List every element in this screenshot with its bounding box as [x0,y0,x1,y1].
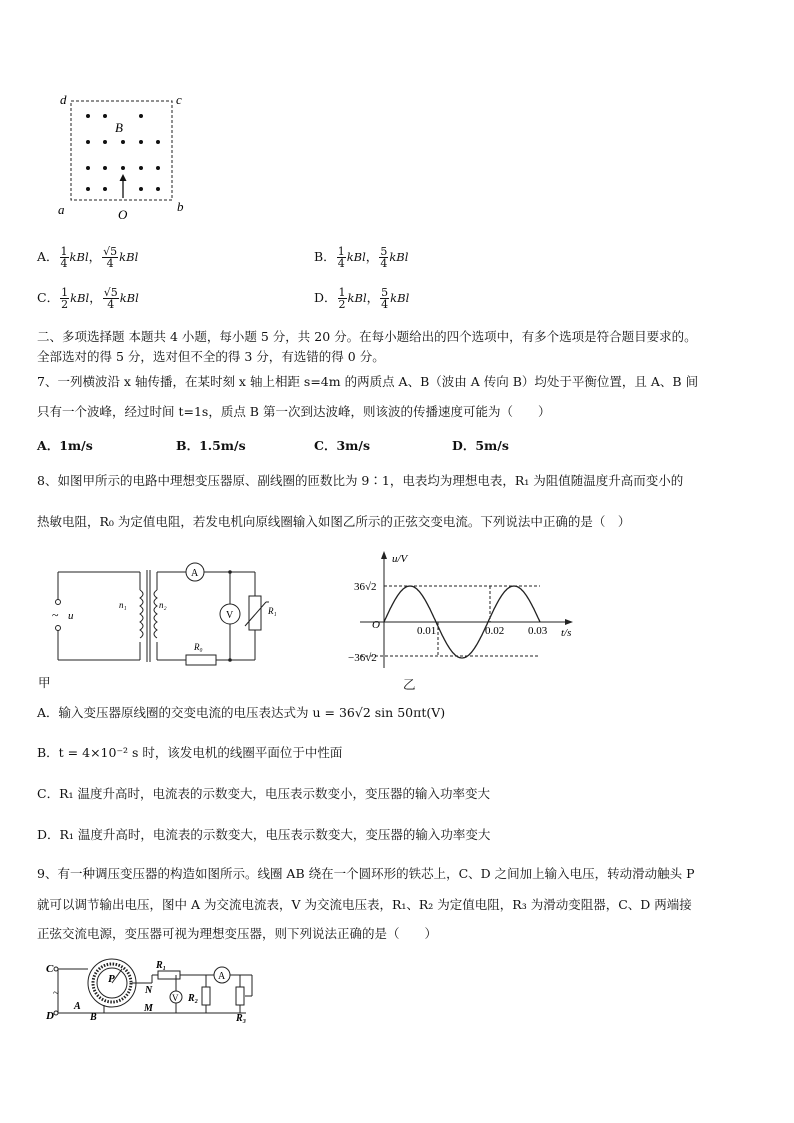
label-C: C [46,963,54,975]
field-dot [103,166,107,170]
section2-line2: 全部选对的得 5 分，选对但不全的得 3 分，有选错的得 0 分。 [37,349,385,364]
field-dot [139,114,143,118]
corner-a: a [58,202,65,217]
field-dot [86,140,90,144]
fig-jia-caption: 甲 [38,675,51,690]
label-R0: R₀ [194,642,203,652]
magnetic-field-figure [55,88,195,228]
label-R2: R₂ [188,993,199,1004]
q7-line2: 只有一个波峰，经过时间 t=1s，质点 B 第一次到达波峰，则该波的传播速度可能为（ ） [37,404,551,419]
tick-0.01: 0.01 [417,625,437,637]
svg-text:~: ~ [52,608,59,622]
q9-line3: 正弦交流电源，变压器可视为理想变压器，则下列说法正确的是（ ） [37,926,438,941]
corner-d: d [60,92,67,107]
q7-line1: 7、一列横波沿 x 轴传播，在某时刻 x 轴上相距 s=4m 的两质点 A、B（波由 A 传向 B）均处于平衡位置，且 A、B 间 [37,374,699,389]
corner-c: c [176,92,182,107]
variac-circuit-figure [44,955,264,1027]
corner-b: b [177,199,184,214]
q7-option-b: B．1.5m/s [176,438,246,453]
y-axis-label: u/V [392,553,408,565]
label-R3: R₃ [236,1013,247,1024]
q8-line1: 8、如图甲所示的电路中理想变压器原、副线圈的匝数比为 9∶1，电表均为理想电表，R₁ 为阻值随温度升高而变小的 [37,473,684,488]
svg-text:~: ~ [53,987,59,999]
origin-label: O [372,619,380,631]
q6-option-b: B． $\frac{1}{4}$ kBl， $\frac{5}{4}$ kBl [314,245,409,270]
origin-O: O [118,207,128,222]
label-n2: n₂ [159,600,167,610]
tick-0.03: 0.03 [528,625,548,637]
tick-0.02: 0.02 [485,625,505,637]
q7-option-a: A．1m/s [37,438,93,453]
field-dot [156,166,160,170]
x-axis-label: t/s [561,627,572,639]
field-dot [139,187,143,191]
field-dot [86,187,90,191]
ammeter-label-9: A [218,971,226,982]
field-dot [103,140,107,144]
label-M: M [144,1003,153,1014]
q8-line2: 热敏电阻，R₀ 为定值电阻，若发电机向原线圈输入如图乙所示的正弦交变电流。下列说法中正确的是（ ） [37,514,631,529]
q9-line1: 9、有一种调压变压器的构造如图所示。线圈 AB 绕在一个圆环形的铁芯上，C、D 之间加上输入电压，转动滑动触头 P [37,866,695,881]
label-A-coil: A [74,1001,81,1012]
q9-line2: 就可以调节输出电压，图中 A 为交流电流表，V 为交流电压表，R₁、R₂ 为定值电阻，R₃ 为滑动变阻器，C、D 两端接 [37,897,692,912]
field-dot [103,114,107,118]
label-R1: R₁ [156,960,167,971]
label-B-coil: B [90,1012,97,1023]
label-R1: R₁ [268,606,277,616]
y-pos-label: 36√2 [354,581,377,593]
section2-line1: 二、多项选择题 本题共 4 小题，每小题 5 分，共 20 分。在每小题给出的四个选项中，有多个选项是符合题目要求的。 [37,329,697,344]
field-dot [139,140,143,144]
field-dot [156,187,160,191]
voltmeter-label-9: V [172,993,179,1003]
field-dot [121,166,125,170]
q6-option-c: C． $\frac{1}{2}$ kBl， $\frac{√5}{4}$ kBl [37,286,139,311]
ammeter-label: A [191,568,199,579]
field-dot [86,166,90,170]
label-u: u [68,610,74,622]
field-dot [103,187,107,191]
q6-option-d: D． $\frac{1}{2}$ kBl， $\frac{5}{4}$ kBl [314,286,410,311]
voltage-time-graph [340,548,590,672]
transformer-circuit-figure [40,556,280,674]
q8-option-d: D．R₁ 温度升高时，电流表的示数变大，电压表示数变大，变压器的输入功率变大 [37,827,491,842]
q7-option-c: C．3m/s [314,438,370,453]
field-dot [86,114,90,118]
label-N: N [145,985,153,996]
q7-option-d: D．5m/s [452,438,509,453]
fig-yi-caption: 乙 [403,677,416,692]
label-D: D [46,1010,54,1022]
q8-option-a: A．输入变压器原线圈的交变电流的电压表达式为 u = 36√2 sin 50πt(V) [37,705,446,720]
y-neg-label: −36√2 [348,652,377,664]
field-dot [139,166,143,170]
field-label-B: B [115,120,123,135]
label-n1: n₁ [119,600,127,610]
label-P: P [108,973,115,985]
field-dot [156,140,160,144]
q8-option-b: B．t = 4×10⁻² s 时，该发电机的线圈平面位于中性面 [37,745,343,760]
field-dot [121,140,125,144]
voltmeter-label: V [226,610,234,621]
q8-option-c: C．R₁ 温度升高时，电流表的示数变大，电压表示数变小，变压器的输入功率变大 [37,786,490,801]
q6-option-a: A． $\frac{1}{4}$ kBl， $\frac{√5}{4}$ kBl [37,245,139,270]
